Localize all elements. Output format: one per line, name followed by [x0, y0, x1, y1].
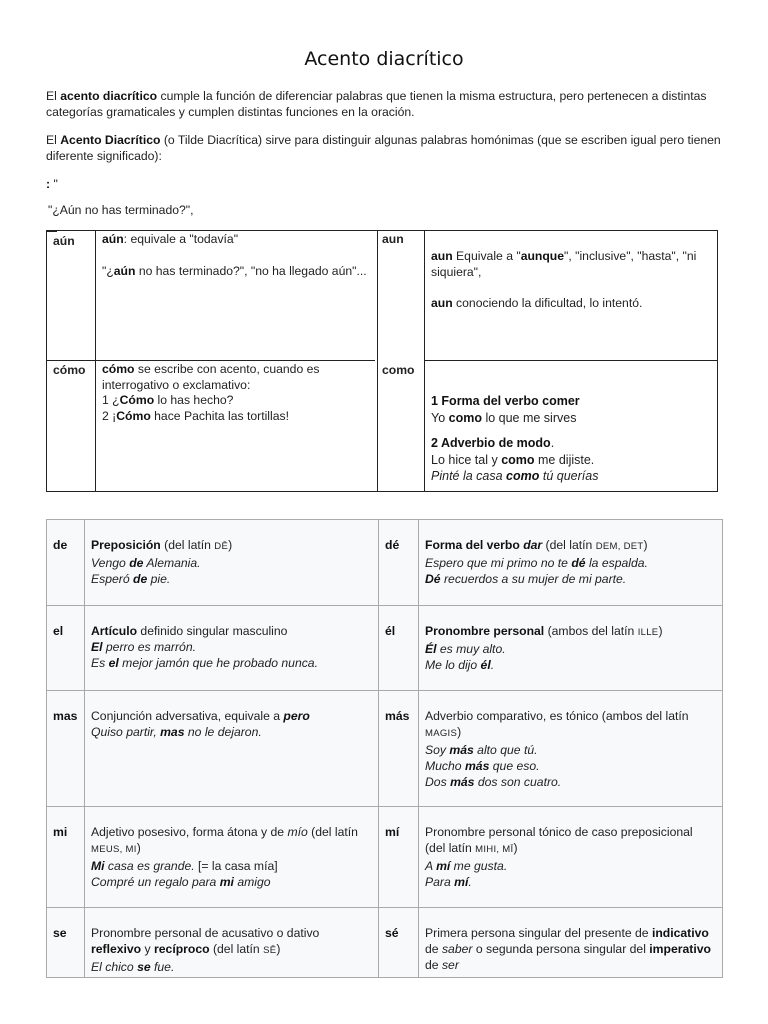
definition-de: Preposición (del latín DĒ) Vengo de Alemania. Esperó de pie.: [85, 520, 379, 606]
definition-como: 1 Forma del verbo comer Yo como lo que me sirves 2 Adverbio de modo. Lo hice tal y como me dijiste. Pinté la casa como tú querías: [431, 394, 599, 483]
word-mas-accent: más: [379, 691, 419, 807]
word-mi: mi: [47, 807, 85, 908]
table-row: [47, 606, 723, 691]
definition-mas-accent: Adverbio comparativo, es tónico (ambos del latín MAGIS) Soy más alto que tú. Mucho más que eso. Dos más dos son cuatro.: [419, 691, 723, 807]
definition-el: Artículo definido singular masculino El perro es marrón. Es el mejor jamón que he probado nunca.: [85, 606, 379, 691]
word-mas: mas: [47, 691, 85, 807]
word-como: como: [382, 363, 415, 377]
page-title: Acento diacrítico: [304, 48, 464, 70]
word-el: el: [47, 606, 85, 691]
intro-example: "¿Aún no has terminado?",: [48, 203, 194, 217]
accent-table-2: [46, 519, 723, 978]
definition-como-accent: cómo se escribe con acento, cuando es interrogativo o exclamativo: 1 ¿Cómo lo has hecho? 2 ¡Cómo hace Pachita las tortillas!: [102, 362, 320, 423]
intro-paragraph-2: El Acento Diacrítico (o Tilde Diacrítica) sirve para distinguir algunas palabras homónimas (que se escriben igual pero tienen diferente significado):: [46, 133, 721, 163]
word-aun: aun: [382, 232, 404, 246]
word-se-accent: sé: [379, 908, 419, 978]
table-row: [47, 520, 723, 606]
definition-de-accent: Forma del verbo dar (del latín DEM, DET) Espero que mi primo no te dé la espalda. Dé recuerdos a su mujer de mi parte.: [419, 520, 723, 606]
word-como-accent: cómo: [53, 363, 86, 377]
table-row: [47, 807, 723, 908]
word-mi-accent: mí: [379, 807, 419, 908]
word-aun-accent: aún: [53, 234, 75, 248]
word-el-accent: él: [379, 606, 419, 691]
intro-paragraph-1: El acento diacrítico cumple la función de diferenciar palabras que tienen la misma estructura, pero pertenecen a distintas categorías gramaticales y cumplen distintas funciones en la oración.: [46, 89, 707, 119]
table-row: [47, 691, 723, 807]
word-de-accent: dé: [379, 520, 419, 606]
accent-table-1: [46, 230, 718, 492]
definition-se: Pronombre personal de acusativo o dativo reflexivo y recíproco (del latín SĒ) El chico se fue.: [85, 908, 379, 978]
definition-mi-accent: Pronombre personal tónico de caso preposicional (del latín MIHI, MĪ) A mí me gusta. Para mí.: [419, 807, 723, 908]
word-de: de: [47, 520, 85, 606]
definition-mi: Adjetivo posesivo, forma átona y de mío (del latín MEUS, MI) Mi casa es grande. [= la casa mía] Compré un regalo para mi amigo: [85, 807, 379, 908]
definition-mas: Conjunción adversativa, equivale a pero Quiso partir, mas no le dejaron.: [85, 691, 379, 807]
definition-el-accent: Pronombre personal (ambos del latín ILLE) Él es muy alto. Me lo dijo él.: [419, 606, 723, 691]
definition-aun: aun Equivale a "aunque", "inclusive", "hasta", "ni siquiera", aun conociendo la dificultad, lo intentó.: [431, 249, 697, 310]
definition-se-accent: Primera persona singular del presente de indicativo de saber o segunda persona singular del imperativo de ser: [419, 908, 723, 978]
table-row: [47, 908, 723, 978]
definition-aun-accent: aún: equivale a "todavía" "¿aún no has terminado?", "no ha llegado aún"...: [102, 232, 367, 278]
word-se: se: [47, 908, 85, 978]
intro-paragraph-3: : ": [46, 177, 58, 191]
